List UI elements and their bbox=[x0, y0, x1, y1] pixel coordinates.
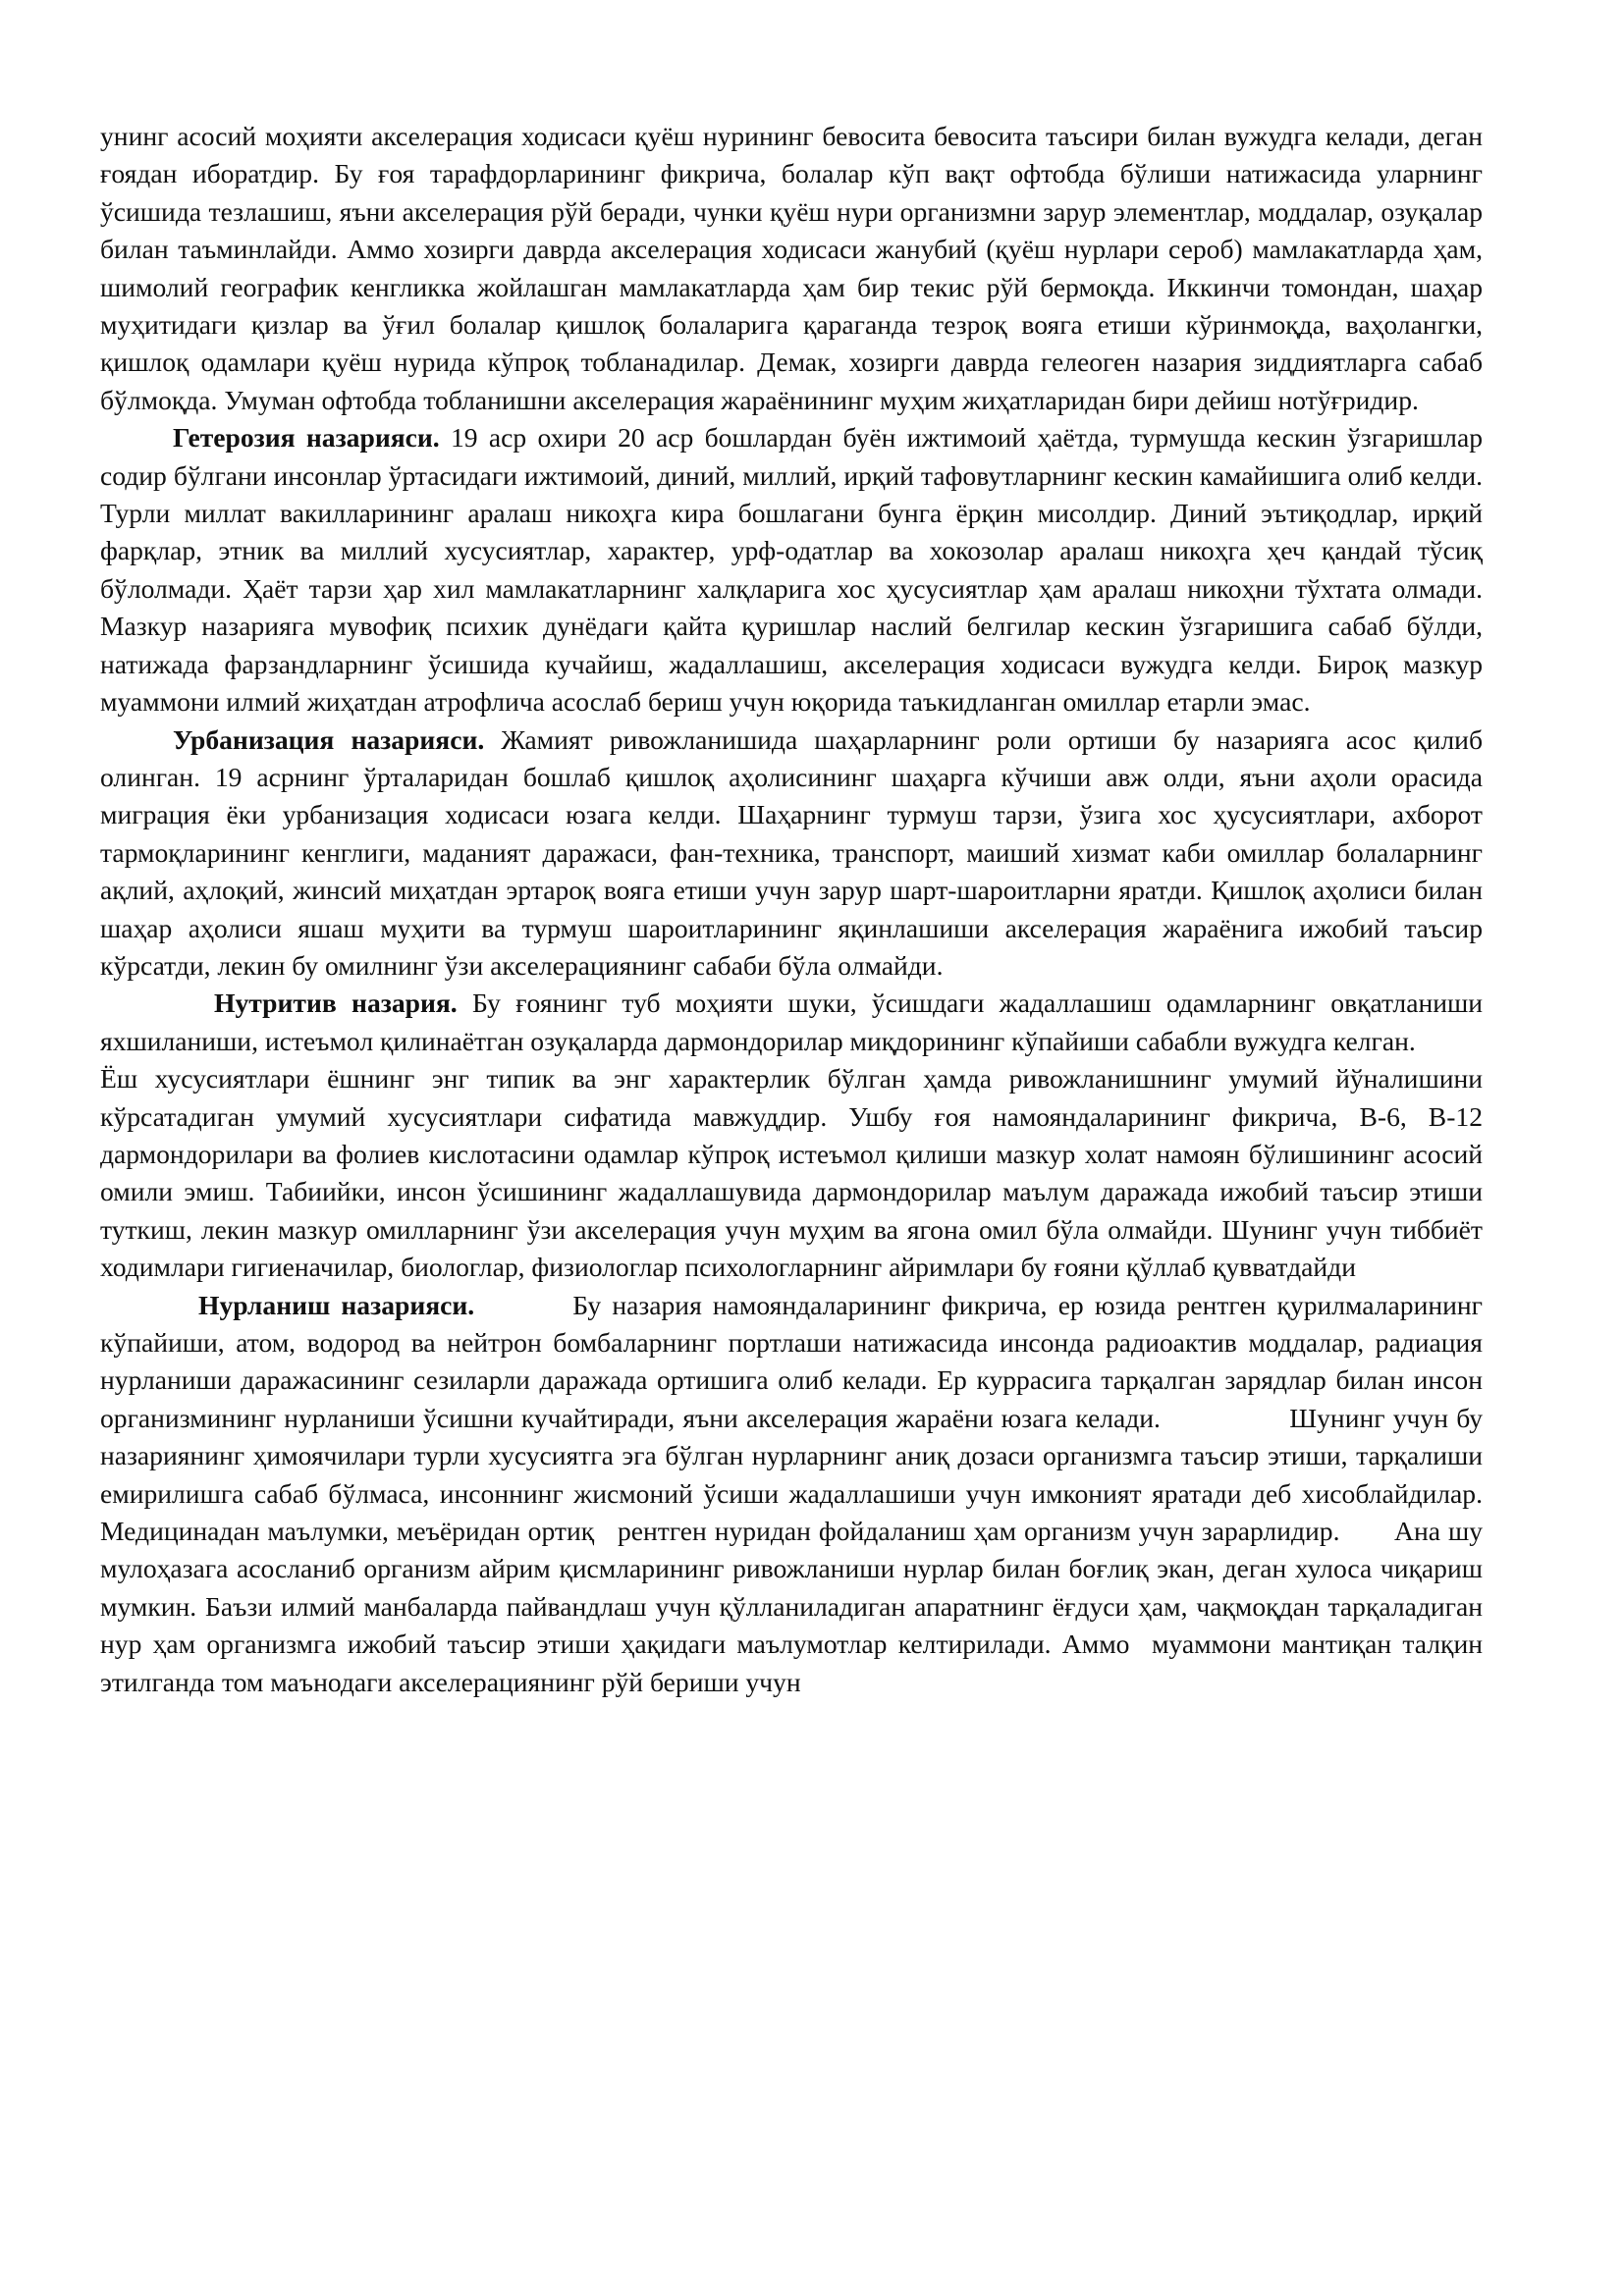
paragraph-text: 19 аср охири 20 аср бошлардан буён ижтимоий ҳаётда, турмушда кескин ўзгаришлар содир бўлгани инсонлар ўртасидаги ижтимоий, диний, миллий, ирқий тафовутларнинг кескин камайишига олиб келди. Турли миллат вакилларининг аралаш никоҳга кира бошлагани бунга ёрқин мисолдир. Диний эътиқодлар, ирқий фарқлар, этник ва миллий хусусиятлар, характер, урф-одатлар ва хокозолар аралаш никоҳга ҳеч қандай тўсиқ бўлолмади. Ҳаёт тарзи ҳар хил мамлакатларнинг халқларига хос ҳусусиятлар ҳам аралаш никоҳни тўхтата олмади. Мазкур назарияга мувофиқ психик дунёдаги қайта қуришлар наслий белгилар кескин ўзгаришига сабаб бўлди, натижада фарзандларнинг ўсишида кучайиш, жадаллашиш, акселерация ходисаси вужудга келди. Бироқ мазкур муаммони илмий жиҳатдан атрофлича асослаб бериш учун юқорида таъкидланган омиллар етарли эмас. bbox=[100, 422, 1483, 718]
paragraph-text: Бу назария намояндаларининг фикрича, ер юзида рентген қурилмаларининг кўпайиши, атом, водород ва нейтрон бомбаларнинг портлаши натижасида инсонда радиоактив моддалар, радиация нурланиши даражасининг сезиларли даражада ортишига олиб келади. Ер куррасига тарқалган зарядлар билан инсон организмининг нурланиши ўсишни кучайтиради, яъни акселерация жараёни юзага келади. Шунинг учун бу назариянинг ҳимоячилари турли хусусиятга эга бўлган нурларнинг аниқ дозаси организмга таъсир этиши, тарқалиши емирилишга сабаб бўлмаса, инсоннинг жисмоний ўсиши жадаллашиши учун имконият яратади деб хисоблайдилар. Медицинадан маълумки, меъёридан ортиқ рентген нуридан фойдаланиш ҳам организм учун зарарлидир. Ана шу мулоҳазага асосланиб организм айрим қисмларининг ривожланиши нурлар билан боғлиқ экан, деган хулоса чиқариш мумкин. Баъзи илмий манбаларда пайвандлаш учун қўлланиладиган апаратнинг ёғдуси ҳам, чақмоқдан тарқаладиган нур ҳам организмга ижобий таъсир этиши ҳақидаги маълумотлар келтирилади. Аммо муаммони мантиқан талқин этилганда том маънодаги акселерациянинг рўй бериши учун bbox=[100, 1289, 1489, 1697]
paragraph-age-features bbox=[100, 1060, 1483, 1286]
paragraph-text: Жамият ривожланишида шаҳарларнинг роли ортиши бу назарияга асос қилиб олинган. 19 асрнинг ўрталаридан бошлаб қишлоқ аҳолисининг шаҳарга кўчиши авж олди, яъни аҳоли орасида миграция ёки урбанизация ходисаси юзага келди. Шаҳарнинг турмуш тарзи, ўзига хос ҳусусиятлари, ахборот тармоқларининг кенглиги, маданият даражаси, фан-техника, транспорт, маиший хизмат каби омиллар болаларнинг ақлий, аҳлоқий, жинсий миҳатдан эртароқ вояга етиши учун зарур шарт-шароитларни яратди. Қишлоқ аҳолиси билан шаҳар аҳолиси яшаш муҳити ва турмуш шароитларининг яқинлашиши акселерация жараёнига ижобий таъсир кўрсатди, лекин бу омилнинг ўзи акселерациянинг сабаби бўла олмайди. bbox=[100, 723, 1483, 981]
section-heading: Нурланиш назарияси. bbox=[198, 1289, 475, 1320]
section-heading: Нутритив назария. bbox=[214, 988, 458, 1019]
paragraph-heliogenic-theory bbox=[100, 118, 1483, 419]
paragraph-text: Ёш хусусиятлари ёшнинг энг типик ва энг характерлик бўлган ҳамда ривожланишнинг умумий йўналишини кўрсатадиган умумий хусусиятлари сифатида мавжуддир. Ушбу ғоя намояндаларининг фикрича, В-6, В-12 дармондорилари ва фолиев кислотасини одамлар кўпроқ истеъмол қилиши мазкур холат намоян бўлишининг асосий омили эмиш. Табиийки, инсон ўсишининг жадаллашувида дармондорилар маълум даражада ижобий таъсир этиши туткиш, лекин мазкур омилларнинг ўзи акселерация учун муҳим ва ягона омил бўла олмайди. Шунинг учун тиббиёт ходимлари гигиеначилар, биологлар, физиологлар психологларнинг айримлари бу ғояни қўллаб қувватдайди bbox=[100, 1063, 1483, 1283]
paragraph-radiation-theory bbox=[100, 1287, 1489, 1701]
document-page bbox=[100, 118, 1489, 1701]
paragraph-text: Бу ғоянинг туб моҳияти шуки, ўсишдаги жадаллашиш одамларнинг овқатланиши яхшиланиши, истеъмол қилинаётган озуқаларда дармондорилар миқдорининг кўпайиши сабабли вужудга келган. bbox=[100, 988, 1483, 1056]
section-heading: Урбанизация назарияси. bbox=[173, 723, 485, 755]
paragraph-urbanization-theory bbox=[100, 721, 1483, 986]
paragraph-text: унинг асосий моҳияти акселерация ходисаси қуёш нурининг бевосита бевосита таъсири билан вужудга келади, деган ғоядан иборатдир. Бу ғоя тарафдорларининг фикрича, болалар кўп вақт офтобда бўлиши натижасида уларнинг ўсишида тезлашиш, яъни акселерация рўй беради, чунки қуёш нури организмни зарур элементлар, моддалар, озуқалар билан таъминлайди. Аммо хозирги даврда акселерация ходисаси жанубий (қуёш нурлари сероб) мамлакатларда ҳам, шимолий географик кенгликка жойлашган мамлакатларда ҳам бир текис рўй бермоқда. Иккинчи томондан, шаҳар муҳитидаги қизлар ва ўғил болалар қишлоқ болаларига қараганда тезроқ вояга етиши кўринмоқда, ваҳолангки, қишлоқ одамлари қуёш нурида кўпроқ тобланадилар. Демак, хозирги даврда гелеоген назария зиддиятларга сабаб бўлмоқда. Умуман офтобда тобланишни акселерация жараёнининг муҳим жиҳатларидан бири дейиш нотўғридир. bbox=[100, 121, 1483, 415]
paragraph-nutritive-theory bbox=[100, 985, 1483, 1060]
paragraph-heterosis-theory bbox=[100, 419, 1483, 721]
section-heading: Гетерозия назарияси. bbox=[173, 422, 440, 454]
